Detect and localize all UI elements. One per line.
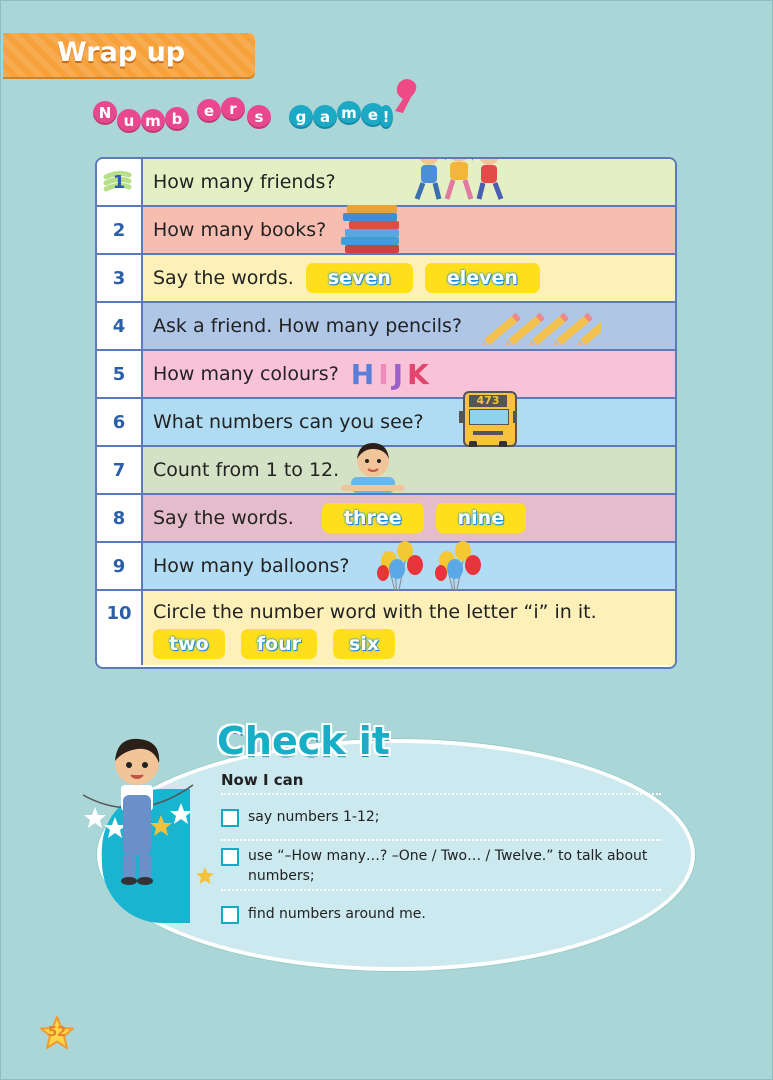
question-text: How many books? <box>153 219 327 241</box>
question-text: Circle the number word with the letter “i” in it. <box>153 601 597 623</box>
checkbox[interactable] <box>221 906 239 924</box>
questions-table <box>95 157 677 669</box>
table-row <box>97 207 675 255</box>
table-row <box>97 159 675 207</box>
title-letter: m <box>337 101 361 125</box>
divider <box>221 889 661 891</box>
row-number: 7 <box>97 447 143 493</box>
checklist-item <box>221 848 651 886</box>
row-cell <box>143 351 675 397</box>
question-text: Count from 1 to 12. <box>153 459 340 481</box>
page-number: 52 <box>47 1025 67 1040</box>
boy-illustration <box>341 437 405 493</box>
check-it-title: Check it <box>217 719 390 763</box>
title-letter: m <box>141 109 165 133</box>
row-number: 4 <box>97 303 143 349</box>
row-number: 10 <box>97 591 143 665</box>
title-letter: r <box>221 97 245 121</box>
row-cell <box>143 303 675 349</box>
colour-letter: J <box>392 357 408 391</box>
row-cell <box>143 591 675 665</box>
checkbox[interactable] <box>221 809 239 827</box>
word-tag[interactable]: seven <box>306 263 413 293</box>
divider <box>221 793 661 795</box>
table-row <box>97 351 675 399</box>
divider <box>221 839 661 841</box>
title-letter: b <box>165 107 189 131</box>
row-cell <box>143 495 675 541</box>
question-text: What numbers can you see? <box>153 411 424 433</box>
checkbox[interactable] <box>221 848 239 866</box>
star-icon <box>195 867 215 885</box>
row-cell <box>143 447 675 493</box>
row-cell <box>143 159 675 205</box>
checklist-text: find numbers around me. <box>248 906 426 922</box>
checklist-text: use “–How many…? –One / Two… / Twelve.” to talk about numbers; <box>248 848 648 884</box>
title-letter: N <box>93 101 117 125</box>
question-text: How many balloons? <box>153 555 350 577</box>
pointing-hand-icon <box>389 77 419 117</box>
word-tags <box>149 629 401 659</box>
title-letter: e <box>197 99 221 123</box>
question-text: How many friends? <box>153 171 336 193</box>
table-row <box>97 303 675 351</box>
colour-letter: K <box>407 357 433 391</box>
pencils-illustration <box>483 307 601 345</box>
checklist-item <box>221 809 379 827</box>
books-illustration <box>339 203 409 257</box>
checklist-item <box>221 906 426 924</box>
bus-number: 473 <box>469 395 507 407</box>
question-text: Say the words. <box>153 507 294 529</box>
row-number: 8 <box>97 495 143 541</box>
question-text: How many colours? <box>153 363 339 385</box>
row-number: 3 <box>97 255 143 301</box>
section-title: Wrap up <box>57 37 186 68</box>
word-tag[interactable]: nine <box>436 503 526 533</box>
title-letter: u <box>117 109 141 133</box>
table-row <box>97 543 675 591</box>
row-number: 6 <box>97 399 143 445</box>
row-number: 9 <box>97 543 143 589</box>
table-row <box>97 495 675 543</box>
colour-letter: H <box>350 357 379 391</box>
row-cell <box>143 255 675 301</box>
title-letter: g <box>289 105 313 129</box>
title-letter: a <box>313 105 337 129</box>
colour-letter: I <box>378 357 393 391</box>
friends-illustration <box>411 157 507 207</box>
title-letter: s <box>247 105 271 129</box>
boy-with-stars-illustration <box>77 735 207 895</box>
question-text: Say the words. <box>153 267 294 289</box>
question-text: Ask a friend. How many pencils? <box>153 315 463 337</box>
title-letter: e <box>361 103 385 127</box>
row-cell <box>143 394 675 445</box>
colour-letters <box>351 358 433 391</box>
now-i-can-label: Now I can <box>221 771 304 789</box>
row-number: 5 <box>97 351 143 397</box>
row-number: 2 <box>97 207 143 253</box>
checklist-text: say numbers 1-12; <box>248 809 380 825</box>
word-tag[interactable]: four <box>241 629 317 659</box>
row-cell <box>143 207 675 253</box>
title-letter: ! <box>379 105 393 129</box>
word-tag[interactable]: six <box>333 629 395 659</box>
table-row <box>97 447 675 495</box>
word-tag[interactable]: eleven <box>425 263 540 293</box>
row-number: 1 <box>97 159 143 205</box>
table-row <box>97 255 675 303</box>
row-cell <box>143 543 675 589</box>
table-row <box>97 591 675 665</box>
word-tag[interactable]: three <box>322 503 424 533</box>
school-bus-illustration <box>459 391 517 449</box>
word-tag[interactable]: two <box>153 629 225 659</box>
section-header <box>3 33 255 77</box>
